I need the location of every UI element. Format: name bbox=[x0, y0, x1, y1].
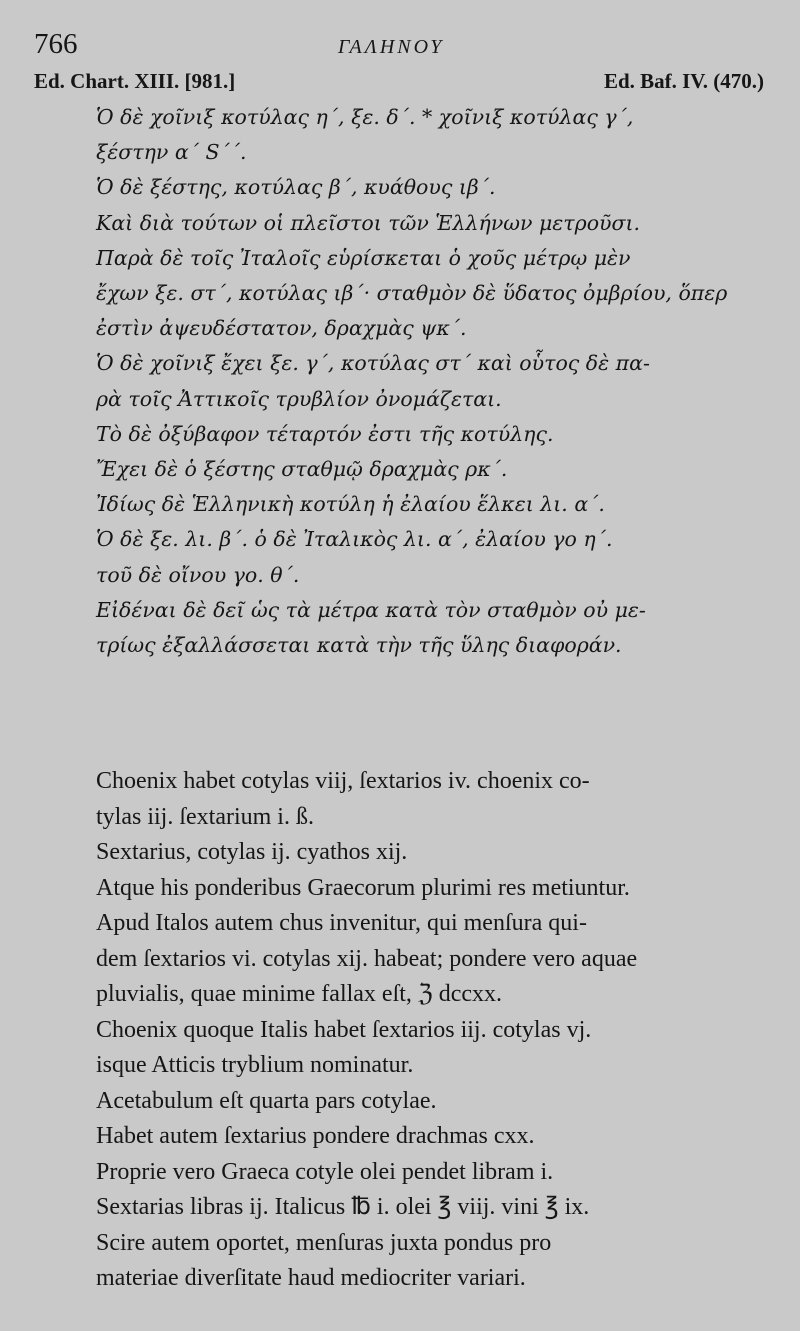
greek-text-block bbox=[36, 100, 766, 663]
greek-line: τρίως ἐξαλλάσσεται κατὰ τὴν τῆς ὕλης διαφοράν. bbox=[96, 633, 622, 658]
latin-paragraph bbox=[36, 1013, 766, 1084]
greek-line: ἔχων ξε. στ΄, κοτύλας ιβ΄· σταθμὸν δὲ ὕδατος ὀμβρίου, ὅπερ bbox=[96, 281, 728, 306]
greek-paragraph bbox=[36, 170, 766, 205]
latin-line: tylas iij. ſextarium i. ß. bbox=[96, 803, 314, 830]
latin-paragraph bbox=[36, 1226, 766, 1297]
greek-paragraph bbox=[36, 522, 766, 592]
greek-line: Παρὰ δὲ τοῖς Ἰταλοῖς εὑρίσκεται ὁ χοῦς μέτρῳ μὲν bbox=[96, 245, 631, 270]
latin-paragraph bbox=[36, 1119, 766, 1155]
greek-line: ξέστην α΄ S΄΄. bbox=[96, 140, 247, 165]
latin-line: Scire autem oportet, menſuras juxta pondus pro bbox=[96, 1229, 552, 1256]
greek-line: τοῦ δὲ οἴνου γο. θ΄. bbox=[96, 562, 300, 587]
latin-line: Choenix quoque Italis habet ſextarios iij. cotylas vj. bbox=[96, 1016, 592, 1043]
latin-paragraph bbox=[36, 1155, 766, 1191]
greek-paragraph bbox=[36, 346, 766, 416]
latin-line: pluvialis, quae minime fallax eſt, ℨ dccxx. bbox=[96, 981, 503, 1007]
latin-line: Sextarias libras ij. Italicus ℔ i. olei ℥ viij. vini ℥ ix. bbox=[96, 1194, 590, 1220]
greek-line: Ὁ δὲ χοῖνιξ κοτύλας η΄, ξε. δ΄. * χοῖνιξ κοτύλας γ΄, bbox=[96, 105, 634, 129]
greek-line: ρὰ τοῖς Ἀττικοῖς τρυβλίον ὀνομάζεται. bbox=[96, 386, 502, 411]
edition-reference-right: Ed. Baf. IV. (470.) bbox=[603, 69, 764, 93]
latin-line: Atque his ponderibus Graecorum plurimi res metiuntur. bbox=[96, 874, 630, 901]
greek-paragraph bbox=[36, 487, 766, 522]
latin-line: Choenix habet cotylas viij, ſextarios iv. choenix co- bbox=[96, 768, 590, 794]
latin-line: Habet autem ſextarius pondere drachmas cxx. bbox=[96, 1123, 535, 1149]
latin-line: Proprie vero Graeca cotyle olei pendet libram i. bbox=[96, 1158, 554, 1185]
greek-line: Καὶ διὰ τούτων οἱ πλεῖστοι τῶν Ἑλλήνων μετροῦσι. bbox=[96, 210, 641, 235]
greek-paragraph bbox=[36, 593, 766, 663]
greek-line: ἐστὶν ἀψευδέστατον, δραχμὰς ψκ΄. bbox=[96, 316, 467, 341]
latin-line: dem ſextarios vi. cotylas xij. habeat; pondere vero aquae bbox=[96, 945, 638, 972]
latin-paragraph bbox=[36, 764, 766, 835]
page-number: 766 bbox=[34, 28, 78, 60]
latin-paragraph bbox=[36, 1084, 766, 1120]
latin-line: Apud Italos autem chus invenitur, qui menſura qui- bbox=[96, 910, 587, 936]
greek-line: Εἰδέναι δὲ δεῖ ὡς τὰ μέτρα κατὰ τὸν σταθμὸν οὐ με- bbox=[96, 597, 646, 622]
greek-paragraph bbox=[36, 452, 766, 487]
greek-paragraph bbox=[36, 206, 766, 241]
edition-reference-left: Ed. Chart. XIII. [981.] bbox=[34, 69, 236, 93]
latin-text-block bbox=[36, 764, 766, 1297]
latin-line: isque Atticis tryblium nominatur. bbox=[96, 1052, 414, 1078]
latin-paragraph bbox=[36, 1190, 766, 1226]
greek-line: Τὸ δὲ ὀξύβαφον τέταρτόν ἐστι τῆς κοτύλης. bbox=[96, 421, 554, 446]
greek-paragraph bbox=[36, 241, 766, 347]
greek-paragraph bbox=[36, 417, 766, 452]
running-title: ΓΑΛΗΝΟΥ bbox=[338, 36, 445, 58]
greek-line: Ὁ δὲ χοῖνιξ ἔχει ξε. γ΄, κοτύλας στ΄ καὶ οὗτος δὲ πα- bbox=[96, 351, 650, 376]
latin-paragraph bbox=[36, 906, 766, 1013]
greek-paragraph bbox=[36, 100, 766, 170]
greek-line: Ὁ δὲ ξέστης, κοτύλας β΄, κυάθους ιβ΄. bbox=[96, 175, 496, 200]
latin-paragraph bbox=[36, 871, 766, 907]
latin-line: Acetabulum eſt quarta pars cotylae. bbox=[96, 1087, 437, 1114]
latin-line: Sextarius, cotylas ij. cyathos xij. bbox=[96, 839, 408, 865]
latin-line: materiae diverſitate haud mediocriter variari. bbox=[96, 1265, 526, 1291]
latin-paragraph bbox=[36, 835, 766, 871]
greek-line: Ἔχει δὲ ὁ ξέστης σταθμῷ δραχμὰς ρκ΄. bbox=[96, 457, 508, 482]
greek-line: Ὁ δὲ ξε. λι. β΄. ὁ δὲ Ἰταλικὸς λι. α΄, ἐλαίου γο η΄. bbox=[96, 527, 613, 552]
greek-line: Ἰδίως δὲ Ἑλληνικὴ κοτύλη ἡ ἐλαίου ἕλκει λι. α΄. bbox=[96, 492, 605, 517]
